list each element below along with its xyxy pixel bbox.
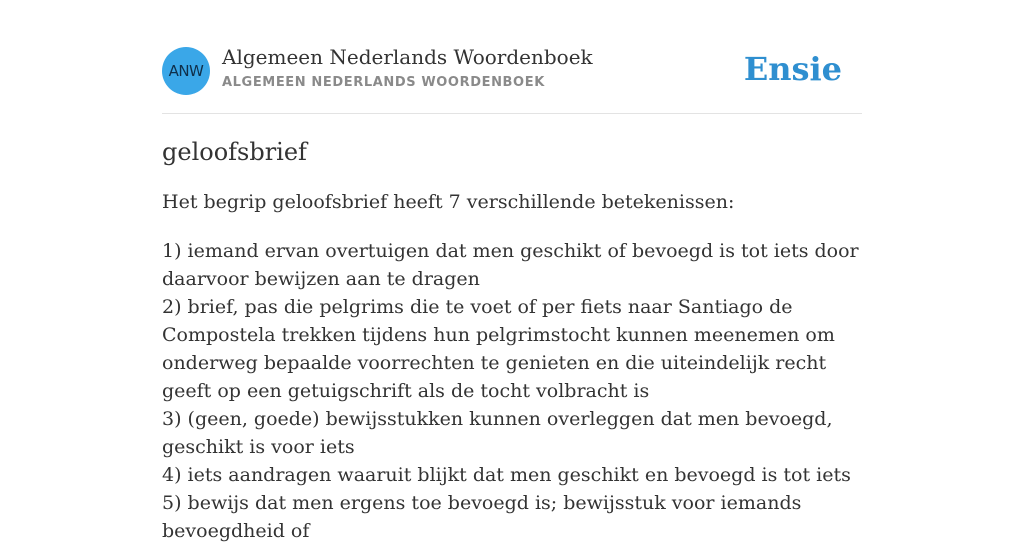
meaning-item: 2) brief, pas die pelgrims die te voet of per fiets naar Santiago de Compostela trekken tijdens hun pelgrimstocht kunnen meenemen om onderweg bepaalde voorrechten te genieten en die uiteindelijk recht geeft op een getuigschrift als de tocht volbracht is <box>162 296 835 402</box>
ensie-brand-logo[interactable]: Ensie <box>743 50 842 88</box>
header <box>162 0 862 114</box>
content-container <box>162 0 862 542</box>
meaning-item: 1) iemand ervan overtuigen dat men geschikt of bevoegd is tot iets door daarvoor bewijzen aan te dragen <box>162 240 859 290</box>
site-title[interactable]: Algemeen Nederlands Woordenboek <box>222 45 593 69</box>
meaning-item: 4) iets aandragen waaruit blijkt dat men geschikt en bevoegd is tot iets <box>162 464 851 486</box>
meaning-item: 5) bewijs dat men ergens toe bevoegd is; bewijsstuk voor iemands bevoegdheid of <box>162 492 802 542</box>
entry-title: geloofsbrief <box>162 138 307 166</box>
site-subtitle: ALGEMEEN NEDERLANDS WOORDENBOEK <box>222 75 545 90</box>
anw-logo[interactable]: ANW <box>162 47 210 95</box>
entry-intro: Het begrip geloofsbrief heeft 7 verschillende betekenissen: <box>162 191 735 213</box>
meaning-item: 3) (geen, goede) bewijsstukken kunnen overleggen dat men bevoegd, geschikt is voor iets <box>162 408 833 458</box>
meanings-list <box>162 237 862 545</box>
